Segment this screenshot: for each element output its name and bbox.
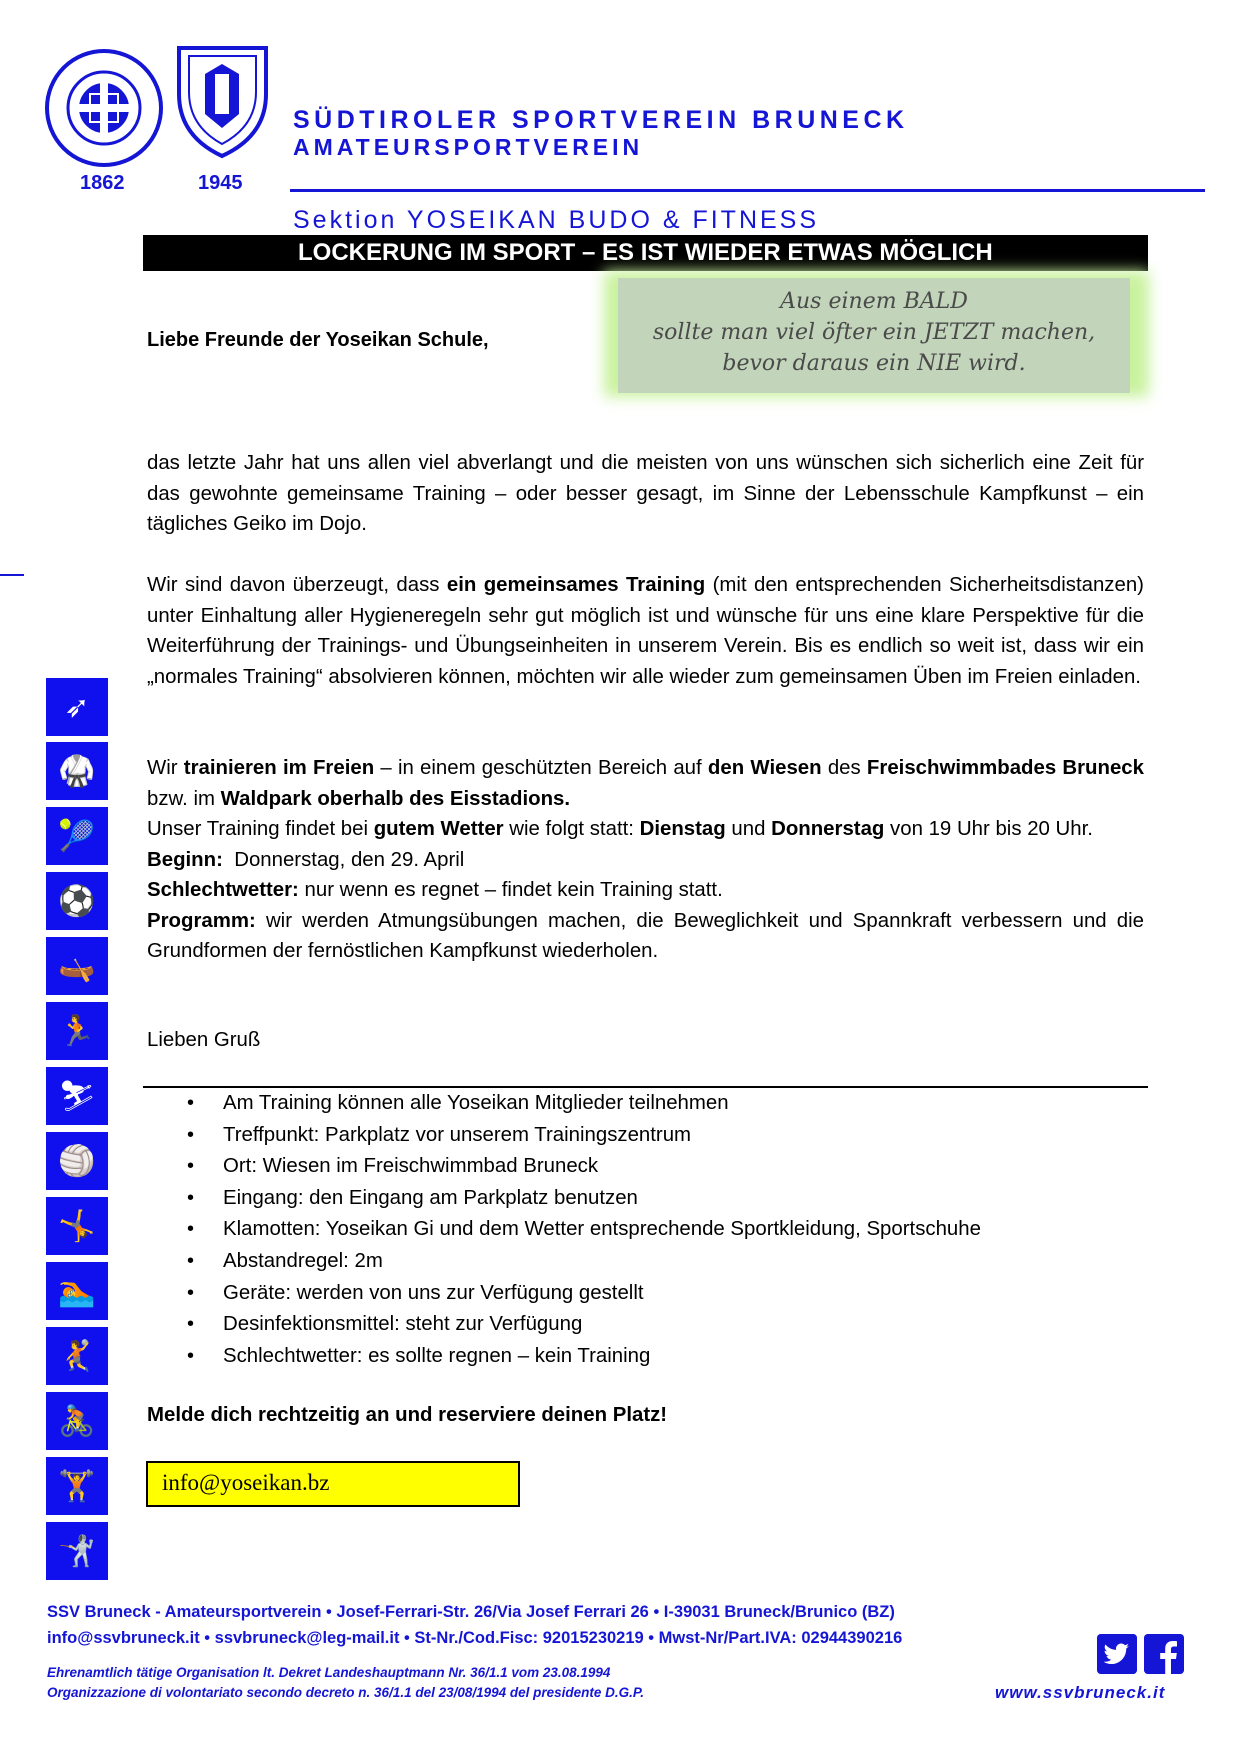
- info-list: [170, 1088, 981, 1372]
- list-item: • Geräte: werden von uns zur Verfügung gestellt: [170, 1278, 981, 1310]
- text-run-bold: Donnerstag: [771, 818, 885, 840]
- website-link[interactable]: www.ssvbruneck.it: [995, 1683, 1166, 1702]
- paragraph-2: [147, 570, 1144, 692]
- footer-contact: info@ssvbruneck.it • ssvbruneck@leg-mail.it • St-Nr./Cod.Fisc: 92015230219 • Mwst-Nr/Part.IVA: 02944390216: [47, 1629, 903, 1647]
- ssv-shield-logo: [175, 44, 270, 159]
- text-run: Wir sind davon überzeugt, dass: [147, 574, 447, 596]
- ski-icon: ⛷: [46, 1067, 108, 1125]
- swimming-icon: 🏊: [46, 1262, 108, 1320]
- closing: [147, 1025, 1144, 1056]
- twitter-icon[interactable]: [1097, 1634, 1137, 1674]
- program-label: Programm:: [147, 909, 256, 932]
- martial-arts-icon: 🤺: [46, 1522, 108, 1580]
- beginn-value: Donnerstag, den 29. April: [222, 848, 465, 871]
- fitness-icon: 🤸: [46, 1197, 108, 1255]
- headline-text: LOCKERUNG IM SPORT – ES IST WIEDER ETWAS MÖGLICH: [298, 239, 993, 266]
- bad-weather-value: nur wenn es regnet – findet kein Training statt.: [298, 879, 723, 901]
- soccer-icon: ⚽: [46, 872, 108, 930]
- list-item: • Abstandregel: 2m: [170, 1246, 981, 1278]
- header-divider: [290, 189, 1205, 192]
- text-run: Wir: [147, 757, 184, 779]
- text-run-bold: Waldpark oberhalb des Eisstadions.: [220, 787, 571, 810]
- text-run-bold: gutem Wetter: [373, 818, 504, 840]
- text-run-bold: den Wiesen: [707, 757, 822, 779]
- paragraph-1: [147, 448, 1144, 540]
- karate-icon: 🥋: [46, 742, 108, 800]
- headline-banner: [143, 235, 1148, 271]
- footer-legal-it: Organizzazione di volontariato secondo decreto n. 36/1.1 del 23/08/1994 del presidente D.G.P.: [47, 1685, 644, 1700]
- section-prefix: Sektion: [293, 206, 407, 234]
- tennis-icon: 🎾: [46, 807, 108, 865]
- paragraph-1-text: das letzte Jahr hat uns allen viel abverlangt und die meisten von uns wünschen sich sicherlich eine Zeit für das gewohnte gemeinsame Training – oder besser gesagt, im Sinne der Lebensschule Kampfkunst – ein tägliches Geiko im Dojo.: [147, 452, 1144, 535]
- text-run: des: [821, 757, 867, 779]
- logo1-year: 1862: [80, 172, 125, 194]
- org-name: SÜDTIROLER SPORTVEREIN BRUNECK: [293, 106, 909, 134]
- email-link[interactable]: info@yoseikan.bz: [162, 1470, 330, 1495]
- text-run: von 19 Uhr bis 20 Uhr.: [884, 818, 1093, 840]
- email-box[interactable]: [146, 1461, 520, 1507]
- volleyball-icon: 🏐: [46, 1132, 108, 1190]
- text-run-bold: ein gemeinsames Training: [446, 574, 706, 596]
- beginn-label: Beginn:: [147, 848, 223, 871]
- text-run: wie folgt statt:: [503, 818, 640, 840]
- list-item: • Eingang: den Eingang am Parkplatz benutzen: [170, 1183, 981, 1215]
- closing-text: Lieben Gruß: [147, 1029, 261, 1051]
- archery-icon: ➶: [46, 678, 108, 736]
- list-item: • Desinfektionsmittel: steht zur Verfügung: [170, 1309, 981, 1341]
- list-item: • Am Training können alle Yoseikan Mitglieder teilnehmen: [170, 1088, 981, 1120]
- quote-line: bevor daraus ein NIE wird.: [722, 351, 1026, 376]
- footer-legal-de: Ehrenamtlich tätige Organisation lt. Dekret Landeshauptmann Nr. 36/1.1 vom 23.08.1994: [47, 1665, 611, 1680]
- turnverein-logo: [44, 48, 164, 168]
- text-run: bzw. im: [147, 787, 221, 810]
- greeting: Liebe Freunde der Yoseikan Schule,: [147, 329, 489, 351]
- text-run-bold: Dienstag: [639, 818, 726, 840]
- triathlon-icon: 🚴: [46, 1392, 108, 1450]
- quote-line: Aus einem BALD: [780, 289, 968, 314]
- text-run: – in einem geschützten Bereich auf: [374, 757, 708, 779]
- text-run: Unser Training findet bei: [147, 818, 374, 840]
- text-run-bold: Freischwimmbades Bruneck: [866, 757, 1144, 779]
- text-run: und: [725, 818, 772, 840]
- list-item: • Schlechtwetter: es sollte regnen – kein Training: [170, 1341, 981, 1373]
- list-item: • Klamotten: Yoseikan Gi und dem Wetter entsprechende Sportkleidung, Sportschuhe: [170, 1214, 981, 1246]
- paragraph-3: [147, 753, 1144, 967]
- kayak-icon: 🛶: [46, 937, 108, 995]
- bad-weather-label: Schlechtwetter:: [147, 879, 299, 901]
- track-icon: 🏃: [46, 1002, 108, 1060]
- section-title: [293, 206, 819, 235]
- call-to-action: Melde dich rechtzeitig an und reserviere deinen Platz!: [147, 1404, 668, 1426]
- list-item: • Treffpunkt: Parkplatz vor unserem Trainingszentrum: [170, 1120, 981, 1152]
- quote-box: [618, 278, 1130, 393]
- weightlifting-icon: 🏋: [46, 1457, 108, 1515]
- footer-address: SSV Bruneck - Amateursportverein • Josef-Ferrari-Str. 26/Via Josef Ferrari 26 • I-39031 Bruneck/Brunico (BZ): [47, 1603, 895, 1621]
- gymnastics-icon: 🤾: [46, 1327, 108, 1385]
- section-name: YOSEIKAN BUDO & FITNESS: [406, 206, 820, 234]
- org-subtitle: AMATEURSPORTVEREIN: [293, 134, 644, 160]
- program-value: wir werden Atmungsübungen machen, die Beweglichkeit und Spannkraft verbessern und die Grundformen der fernöstlichen Kampfkunst wiederholen.: [147, 909, 1144, 962]
- list-item: • Ort: Wiesen im Freischwimmbad Bruneck: [170, 1151, 981, 1183]
- text-run: (mit den entsprechenden Sicherheitsdistanzen) unter Einhaltung aller Hygieneregeln sehr gut möglich ist und wünsche für uns eine klare Perspektive für die Weiterführung der Trainings- und Übungseinheiten in unserem Verein. Bis es endlich so weit ist, dass wir ein „normales Training“ absolvieren können, möchten wir alle wieder zum gemeinsamen Üben im Freien einladen.: [147, 574, 1144, 688]
- margin-mark: [0, 574, 24, 576]
- quote-line: sollte man viel öfter ein JETZT machen,: [652, 320, 1096, 345]
- facebook-icon[interactable]: [1144, 1634, 1184, 1674]
- logo2-year: 1945: [198, 172, 243, 194]
- text-run-bold: trainieren im Freien: [183, 757, 375, 779]
